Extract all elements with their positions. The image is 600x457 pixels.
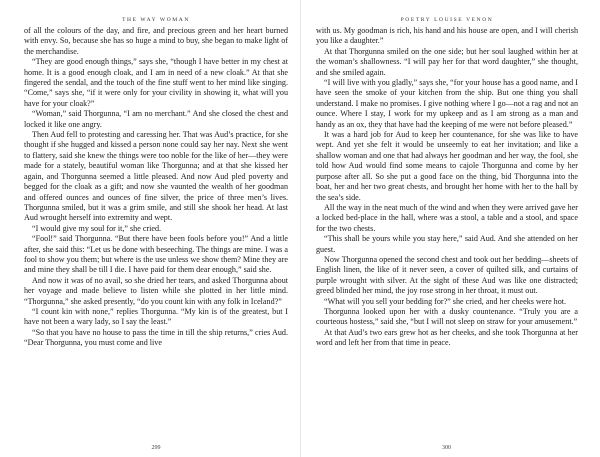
paragraph: “I count kin with none,” replies Thorgunna. “My kin is of the greatest, but I have not been a wary lady, so I say the least.” (24, 306, 288, 327)
paragraph: “Fool!” said Thorgunna. “But there have been fools before you!” And a little after, she said this: “Let us be done with beseeching. The things are mine. I was a fool to show you them; but where is the use unless we show them? Mine they are and mine they shall be till I die. I have paid for them dear enough,” said she. (24, 234, 288, 275)
paragraph: “They are good enough things,” says she, “though I have better in my chest at home. It is a good enough cloak, and I am in need of a new cloak.” At that she fingered the sendal, and the touch of the fine stuff went to her mind like singing. “Come,” says she, “if it were only for your civility in showing it, what will you have for your cloak?” (24, 57, 288, 108)
paragraph: “Woman,” said Thorgunna, “I am no merchant.” And she closed the chest and locked it like one angry. (24, 109, 288, 129)
paragraph: At that Aud’s two ears grew hot as her cheeks, and she took Thorgunna at her word and left her from that time in peace. (316, 327, 578, 348)
paragraph: Then Aud fell to protesting and caressing her. That was Aud’s practice, for she thought if she hugged and kissed a person none could say her nay. Next she went to flattery, said she knew the things were too noble for the like of her—they were made for a stately, beautiful woman like Thorgunna; and at that she kissed her again, and Thorgunna seemed a little pleased. And now Aud pled poverty and begged for the cloak as a gift; and now she vaunted the wealth of her goodman and offered ounces and ounces of fine silver, the price of three men’s lives. Thorgunna smiled, but it was a grim smile, and still she shook her head. At last Aud wrought herself into extremity and wept. (24, 130, 288, 223)
paragraph: It was a hard job for Aud to keep her countenance, for she was like to have wept. And yet she felt it would be unseemly to eat her invitation; and like a shallow woman and one that had always her goodman and her way, the fool, she told how Aud would find some means to cajole Thorgunna and come by her purpose after all. So she put a good face on the thing, bid Thorgunna into the boat, her and her two great chests, and brought her home with her to the hall by the sea’s side. (316, 130, 578, 202)
paragraph: “What will you sell your bedding for?” she cried, and her cheeks were hot. (324, 296, 567, 306)
body-text (316, 26, 578, 349)
body-text (24, 26, 288, 349)
paragraph: Thorgunna looked upon her with a dusky countenance. “Truly you are a courteous hostess,” said she, “but I will not sleep on straw for your amusement.” (316, 306, 578, 327)
paragraph: All the way in the neat much of the wind and when they were arrived gave her a locked bed-place in the hall, where was a stool, a table and a stool, and space for the two chests. (316, 202, 578, 233)
running-head: POETRY LOUISE VENON (400, 17, 494, 23)
paragraph: with us. My goodman is rich, his hand and his house are open, and I will cherish you like a daughter.” (316, 26, 578, 46)
paragraph: At that Thorgunna smiled on the one side; but her soul laughed within her at the woman’s shallowness. “I will pay her for that word daughter,” she thought, and she smiled again. (316, 46, 578, 77)
paragraph: “I would give my soul for it,” she cried. (32, 223, 162, 233)
page-number: 300 (442, 445, 451, 451)
page-number: 299 (151, 445, 161, 451)
paragraph: “So that you have no house to pass the time in till the ship returns,” cries Aud. “Dear Thorgunna, you must come and live (24, 327, 288, 348)
paragraph: of all the colours of the day, and fire, and precious green and her heart burned with envy. So, because she has so huge a mind to buy, she began to make light of the merchandise. (24, 26, 288, 56)
paragraph: And now it was of no avail, so she dried her tears, and asked Thorgunna about her voyage and made believe to listen while she plotted in her little mind. “Thorgunna,” she asked presently, “do you count kin with any folk in Iceland?” (24, 275, 288, 306)
running-head: THE WAY WOMAN (122, 17, 190, 23)
paragraph: “This shall be yours while you stay here,” said Aud. And she attended on her guest. (316, 234, 578, 254)
right-page (300, 0, 600, 457)
paragraph: Now Thorgunna opened the second chest and took out her bedding—sheets of English linen, the like of it never seen, a cover of quilted silk, and curtains of purple wrought with silver. At the sight of these Aud was like one distracted; greed blinded her mind, the joy rose strong in her throat, it must out. (316, 254, 578, 296)
paragraph: “I will live with you gladly,” says she, “for your house has a good name, and I have seen the smoke of your kitchen from the ship. But one thing you shall understand. I make no promises. I give nothing where I go—not a rag and not an ounce. Where I stay, I work for my upkeep and as I am strong as a man and handy as an ox, they that have had the keeping of me were not before pleased.” (316, 78, 578, 129)
